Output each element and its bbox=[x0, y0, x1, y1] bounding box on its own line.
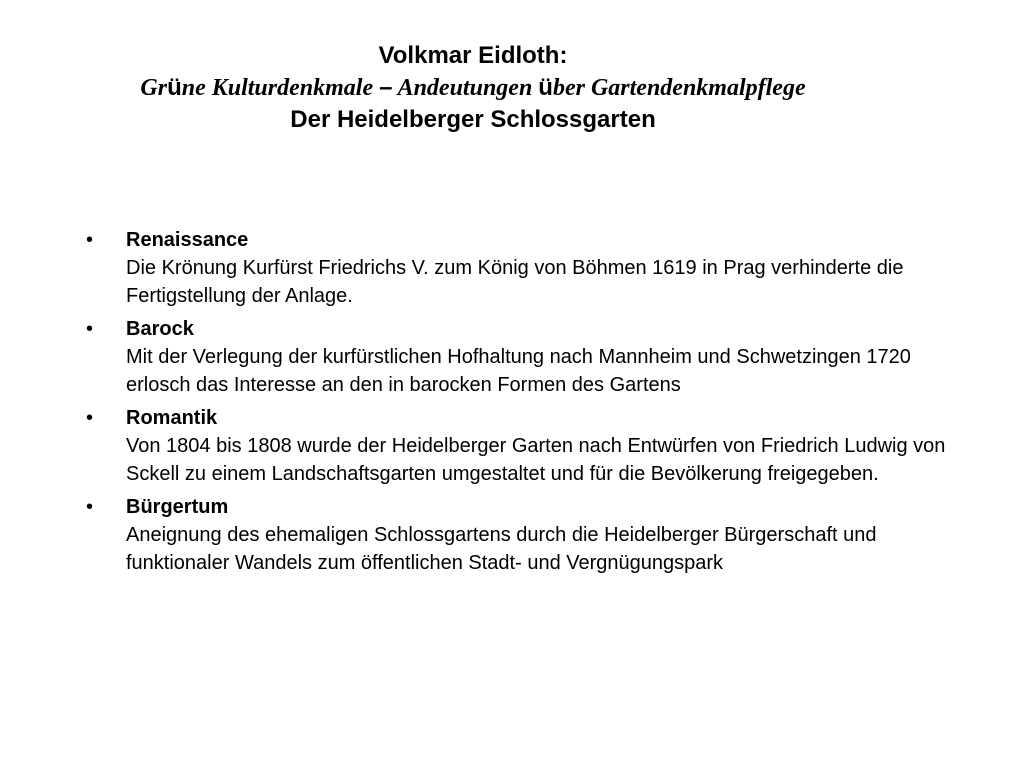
item-heading: Renaissance bbox=[126, 229, 249, 251]
item-heading: Romantik bbox=[126, 407, 218, 429]
title-subtitle-part: ne Kulturdenkmale bbox=[181, 75, 380, 101]
bullet-icon: • bbox=[86, 496, 94, 518]
item-text: Die Krönung Kurfürst Friedrichs V. zum König von Böhmen 1619 in Prag verhinderte die Fertigstellung der Anlage. bbox=[126, 257, 904, 307]
bullet-icon: • bbox=[86, 318, 94, 340]
title-subtitle bbox=[0, 72, 946, 104]
title-subtitle-part: Andeutungen bbox=[392, 75, 539, 101]
bullet-icon: • bbox=[86, 229, 94, 251]
title-subtitle-part: Gr bbox=[140, 75, 168, 101]
item-heading: Barock bbox=[126, 318, 194, 340]
title-subtitle-part: ü bbox=[167, 74, 182, 101]
item-text: Mit der Verlegung der kurfürstlichen Hofhaltung nach Mannheim und Schwetzingen 1720 erlosch das Interesse an den in barocken Formen des Gartens bbox=[126, 346, 911, 396]
list-item bbox=[86, 404, 946, 488]
item-heading: Bürgertum bbox=[126, 496, 229, 518]
bullet-list bbox=[86, 226, 946, 582]
title-subtitle-part: ü bbox=[538, 74, 553, 101]
title-subtitle-part: ber Gartendenkmalpflege bbox=[552, 75, 806, 101]
list-item bbox=[86, 315, 946, 399]
list-item bbox=[86, 493, 946, 577]
title-topic: Der Heidelberger Schlossgarten bbox=[290, 106, 656, 133]
title-author: Volkmar Eidloth: bbox=[378, 42, 568, 69]
item-text: Von 1804 bis 1808 wurde der Heidelberger Garten nach Entwürfen von Friedrich Ludwig von Sckell zu einem Landschaftsgarten umgestaltet und für die Bevölkerung freigegeben. bbox=[126, 435, 946, 485]
title-subtitle-part: – bbox=[379, 74, 393, 101]
bullet-icon: • bbox=[86, 407, 94, 429]
item-text: Aneignung des ehemaligen Schlossgartens durch die Heidelberger Bürgerschaft und funktionaler Wandels zum öffentlichen Stadt- und Vergnügungspark bbox=[126, 524, 877, 574]
slide-title bbox=[0, 40, 946, 136]
list-item bbox=[86, 226, 946, 310]
